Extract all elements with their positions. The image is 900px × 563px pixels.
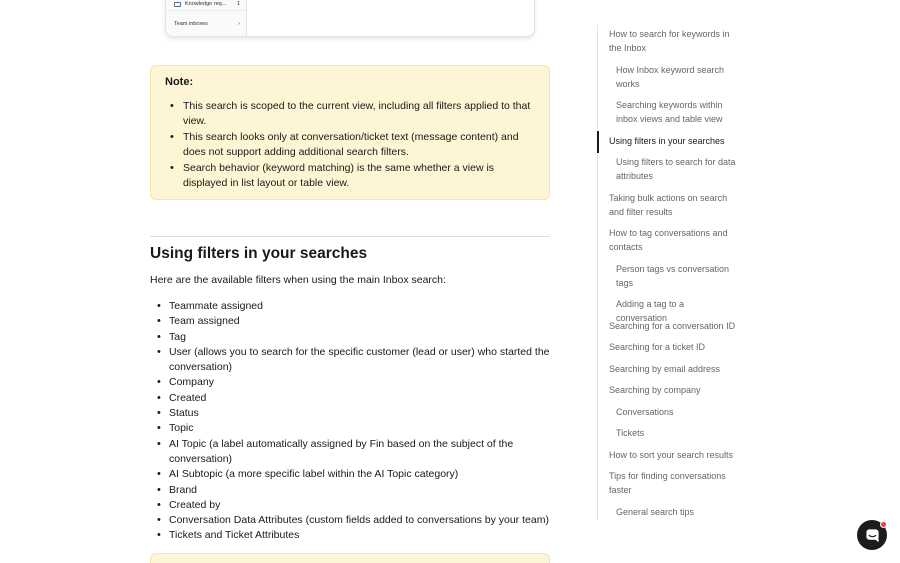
list-item: • Created by [150, 498, 550, 513]
toc-active-indicator [597, 131, 599, 153]
note-callout [150, 65, 550, 200]
toc-item-email-address[interactable]: Searching by email address [609, 364, 721, 374]
screenshot-row-label: Team inboxes [174, 21, 208, 27]
list-item: • Tickets and Ticket Attributes [150, 528, 550, 543]
toc-item-person-tags[interactable]: Person tags vs conversation tags [616, 264, 730, 288]
list-item: • Team assigned [150, 314, 550, 329]
toc-item-how-search-works[interactable]: How Inbox keyword search works [616, 65, 725, 89]
list-item: • Brand [150, 483, 550, 498]
chat-bubble-icon [865, 528, 880, 543]
list-item: • Teammate assigned [150, 299, 550, 314]
list-item: • Created [150, 391, 550, 406]
toc-item-bulk-actions[interactable]: Taking bulk actions on search and filter results [609, 193, 728, 217]
list-item: • Status [150, 406, 550, 421]
toc-item-general-tips[interactable]: General search tips [616, 507, 695, 517]
toc-item-company[interactable]: Searching by company [609, 385, 701, 395]
notification-badge [880, 521, 887, 528]
section-divider [150, 236, 550, 237]
section-heading: Using filters in your searches [150, 245, 368, 262]
list-item: • Topic [150, 421, 550, 436]
toc-item-tickets[interactable]: Tickets [616, 428, 645, 438]
toc-item-tips[interactable]: Tips for finding conversations faster [609, 471, 726, 495]
toc-item-conversations[interactable]: Conversations [616, 407, 674, 417]
list-item: • Company [150, 375, 550, 390]
list-item: • Conversation Data Attributes (custom fields added to conversations by your team) [150, 513, 550, 528]
toc-item-conversation-id[interactable]: Searching for a conversation ID [609, 321, 736, 331]
toc-item-keyword-search[interactable]: How to search for keywords in the Inbox [609, 29, 730, 53]
chevron-right-icon: › [238, 21, 240, 27]
toc-item-data-attributes[interactable]: Using filters to search for data attributes [616, 157, 736, 181]
inbox-icon [174, 2, 181, 7]
next-callout [150, 553, 550, 563]
section-intro: Here are the available filters when using the main Inbox search: [150, 274, 446, 286]
screenshot-row-knowledge [174, 0, 240, 9]
toc-item-using-filters[interactable]: Using filters in your searches [609, 136, 725, 146]
filters-list [150, 299, 550, 544]
embedded-screenshot [165, 0, 535, 37]
note-title: Note: [165, 76, 194, 88]
toc-item-ticket-id[interactable]: Searching for a ticket ID [609, 342, 706, 352]
screenshot-row-label: Knowledge req... [185, 1, 227, 7]
list-item: • Tag [150, 330, 550, 345]
toc-item-tag-conversations[interactable]: How to tag conversations and contacts [609, 228, 728, 252]
list-item: • AI Subtopic (a more specific label within the AI Topic category) [150, 467, 550, 482]
table-of-contents [597, 25, 747, 520]
list-item: • AI Topic (a label automatically assigned by Fin based on the subject of the conversation) [150, 437, 550, 468]
note-list [165, 99, 535, 192]
toc-item-sort-results[interactable]: How to sort your search results [609, 450, 734, 460]
toc-item-adding-tag[interactable]: Adding a tag to a conversation [616, 299, 685, 323]
list-item: • User (allows you to search for the specific customer (lead or user) who started the conversation) [150, 345, 550, 376]
screenshot-row-count: 1 [236, 1, 240, 7]
screenshot-sidebar [166, 0, 247, 36]
screenshot-row-team-inboxes [174, 19, 240, 29]
toc-item-search-views[interactable]: Searching keywords within inbox views and table view [616, 100, 723, 124]
screenshot-divider [166, 10, 246, 11]
note-item: • Search behavior (keyword matching) is the same whether a view is displayed in list layout or table view. [165, 161, 535, 192]
note-item: • This search looks only at conversation/ticket text (message content) and does not support adding additional search filters. [165, 130, 535, 161]
note-item: • This search is scoped to the current view, including all filters applied to that view. [165, 99, 535, 130]
